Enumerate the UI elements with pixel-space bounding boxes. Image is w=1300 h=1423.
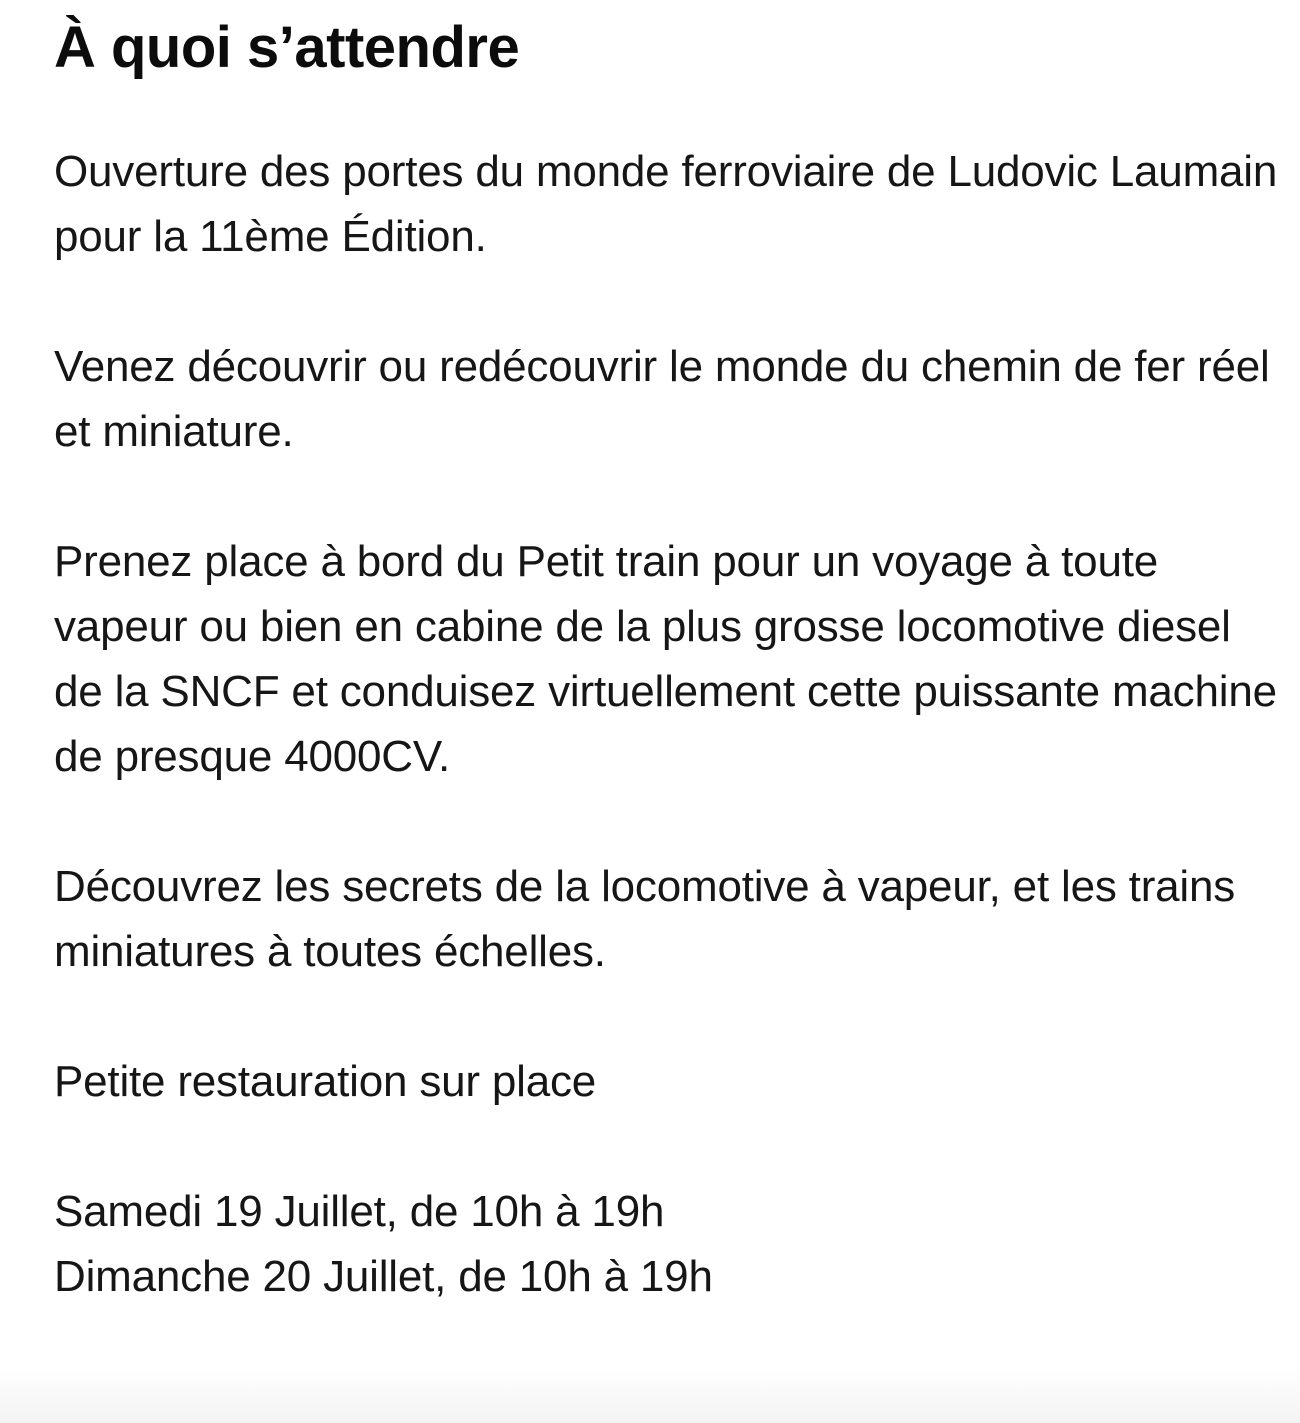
- hours-sunday: Dimanche 20 Juillet, de 10h à 19h: [54, 1252, 713, 1301]
- section-title: À quoi s’attendre: [54, 15, 520, 80]
- paragraph-discover: Venez découvrir ou redécouvrir le monde du chemin de fer réel et miniature.: [54, 342, 1270, 456]
- opening-hours: [54, 1179, 1290, 1309]
- paragraph-steam-secrets: Découvrez les secrets de la locomotive à vapeur, et les trains miniatures à toutes échelles.: [54, 862, 1236, 976]
- paragraph-petit-train: Prenez place à bord du Petit train pour un voyage à toute vapeur ou bien en cabine de la plus grosse locomotive diesel de la SNCF et conduisez virtuellement cette puissante machine de presque 4000CV.: [54, 537, 1277, 781]
- hours-saturday: Samedi 19 Juillet, de 10h à 19h: [54, 1187, 665, 1236]
- bottom-fade: [0, 1368, 1300, 1423]
- event-description-section: [54, 0, 1290, 1309]
- paragraph-opening: Ouverture des portes du monde ferroviaire de Ludovic Laumain pour la 11ème Édition.: [54, 147, 1278, 261]
- paragraph-food: Petite restauration sur place: [54, 1057, 597, 1106]
